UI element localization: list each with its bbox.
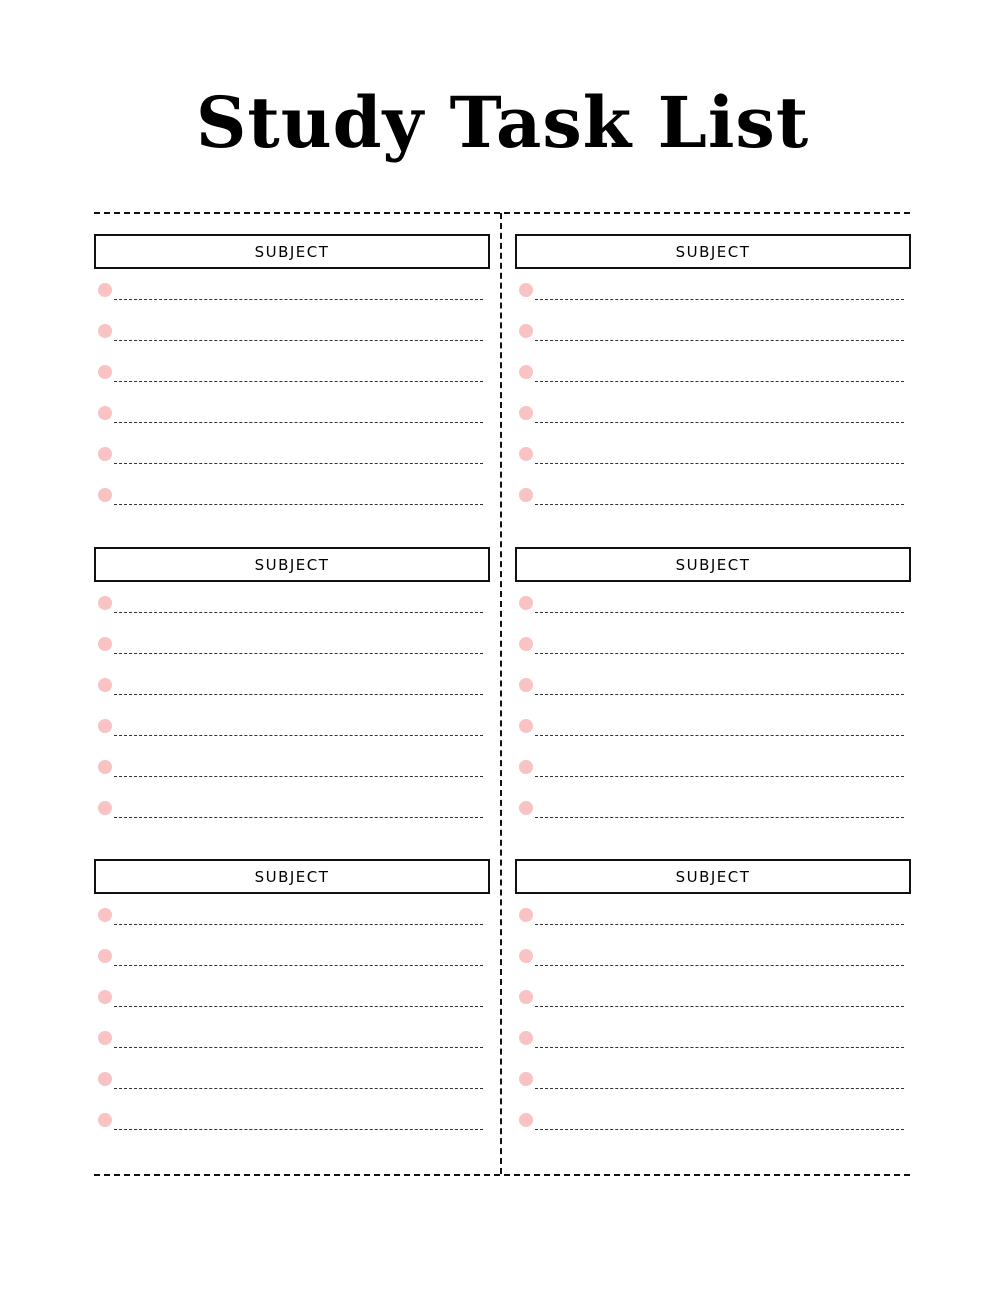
task-line[interactable] [515, 406, 911, 447]
dashed-write-line [535, 381, 904, 382]
task-line[interactable] [515, 1031, 911, 1072]
task-line[interactable] [515, 719, 911, 760]
bullet-dot-icon [519, 678, 533, 692]
top-dashed-divider [94, 212, 910, 214]
bullet-dot-icon [98, 760, 112, 774]
task-line[interactable] [515, 1113, 911, 1154]
bullet-dot-icon [98, 406, 112, 420]
bullet-dot-icon [98, 990, 112, 1004]
task-line[interactable] [94, 365, 490, 406]
dashed-write-line [114, 924, 483, 925]
task-line[interactable] [94, 990, 490, 1031]
bullet-dot-icon [519, 488, 533, 502]
bullet-dot-icon [519, 1072, 533, 1086]
subject-header[interactable]: SUBJECT [515, 547, 911, 582]
bullet-dot-icon [519, 596, 533, 610]
task-line[interactable] [94, 801, 490, 842]
dashed-write-line [535, 735, 904, 736]
dashed-write-line [114, 299, 483, 300]
bullet-dot-icon [519, 908, 533, 922]
bullet-dot-icon [519, 719, 533, 733]
dashed-write-line [114, 463, 483, 464]
task-line[interactable] [94, 324, 490, 365]
task-line[interactable] [94, 1031, 490, 1072]
bullet-dot-icon [519, 447, 533, 461]
subject-header[interactable]: SUBJECT [515, 859, 911, 894]
dashed-write-line [535, 694, 904, 695]
bullet-dot-icon [98, 719, 112, 733]
bullet-dot-icon [519, 365, 533, 379]
bullet-dot-icon [98, 678, 112, 692]
bullet-dot-icon [98, 1113, 112, 1127]
task-line[interactable] [94, 1072, 490, 1113]
task-line[interactable] [515, 990, 911, 1031]
task-line[interactable] [94, 283, 490, 324]
dashed-write-line [535, 612, 904, 613]
bullet-dot-icon [519, 637, 533, 651]
subject-header[interactable]: SUBJECT [94, 859, 490, 894]
bullet-dot-icon [519, 990, 533, 1004]
subject-header[interactable]: SUBJECT [94, 234, 490, 269]
task-line[interactable] [515, 678, 911, 719]
bullet-dot-icon [98, 637, 112, 651]
dashed-write-line [535, 340, 904, 341]
bullet-dot-icon [519, 760, 533, 774]
bottom-dashed-divider [94, 1174, 910, 1176]
bullet-dot-icon [98, 596, 112, 610]
dashed-write-line [535, 1006, 904, 1007]
task-line[interactable] [94, 488, 490, 529]
dashed-write-line [114, 735, 483, 736]
dashed-write-line [535, 504, 904, 505]
task-line[interactable] [94, 447, 490, 488]
dashed-write-line [114, 1006, 483, 1007]
task-line[interactable] [94, 908, 490, 949]
bullet-dot-icon [519, 324, 533, 338]
bullet-dot-icon [98, 488, 112, 502]
dashed-write-line [114, 1088, 483, 1089]
subject-header[interactable]: SUBJECT [515, 234, 911, 269]
bullet-dot-icon [519, 1113, 533, 1127]
task-line[interactable] [515, 760, 911, 801]
dashed-write-line [535, 924, 904, 925]
center-dashed-divider [500, 213, 502, 1174]
task-line[interactable] [94, 1113, 490, 1154]
task-line[interactable] [515, 801, 911, 842]
task-line[interactable] [94, 678, 490, 719]
task-line[interactable] [515, 488, 911, 529]
task-line[interactable] [515, 365, 911, 406]
dashed-write-line [535, 299, 904, 300]
task-line[interactable] [515, 596, 911, 637]
task-line[interactable] [94, 760, 490, 801]
dashed-write-line [114, 965, 483, 966]
dashed-write-line [114, 776, 483, 777]
dashed-write-line [535, 965, 904, 966]
dashed-write-line [535, 1047, 904, 1048]
dashed-write-line [535, 817, 904, 818]
bullet-dot-icon [98, 949, 112, 963]
bullet-dot-icon [98, 365, 112, 379]
dashed-write-line [114, 422, 483, 423]
bullet-dot-icon [519, 949, 533, 963]
task-line[interactable] [94, 719, 490, 760]
task-line[interactable] [515, 637, 911, 678]
bullet-dot-icon [98, 908, 112, 922]
dashed-write-line [535, 1129, 904, 1130]
page-title: Study Task List [195, 81, 810, 164]
dashed-write-line [114, 817, 483, 818]
dashed-write-line [114, 653, 483, 654]
task-line[interactable] [515, 949, 911, 990]
dashed-write-line [114, 381, 483, 382]
dashed-write-line [535, 1088, 904, 1089]
dashed-write-line [114, 340, 483, 341]
task-line[interactable] [515, 324, 911, 365]
bullet-dot-icon [98, 1031, 112, 1045]
task-line[interactable] [515, 447, 911, 488]
task-line[interactable] [515, 1072, 911, 1113]
task-line[interactable] [94, 949, 490, 990]
task-line[interactable] [94, 406, 490, 447]
bullet-dot-icon [519, 283, 533, 297]
bullet-dot-icon [98, 1072, 112, 1086]
dashed-write-line [535, 653, 904, 654]
bullet-dot-icon [98, 447, 112, 461]
bullet-dot-icon [519, 406, 533, 420]
bullet-dot-icon [98, 801, 112, 815]
dashed-write-line [535, 422, 904, 423]
bullet-dot-icon [98, 283, 112, 297]
task-line[interactable] [515, 283, 911, 324]
task-line[interactable] [515, 908, 911, 949]
dashed-write-line [114, 612, 483, 613]
dashed-write-line [535, 776, 904, 777]
dashed-write-line [114, 1047, 483, 1048]
dashed-write-line [114, 694, 483, 695]
dashed-write-line [114, 504, 483, 505]
dashed-write-line [535, 463, 904, 464]
bullet-dot-icon [98, 324, 112, 338]
bullet-dot-icon [519, 1031, 533, 1045]
subject-header[interactable]: SUBJECT [94, 547, 490, 582]
bullet-dot-icon [519, 801, 533, 815]
dashed-write-line [114, 1129, 483, 1130]
task-line[interactable] [94, 596, 490, 637]
task-line[interactable] [94, 637, 490, 678]
